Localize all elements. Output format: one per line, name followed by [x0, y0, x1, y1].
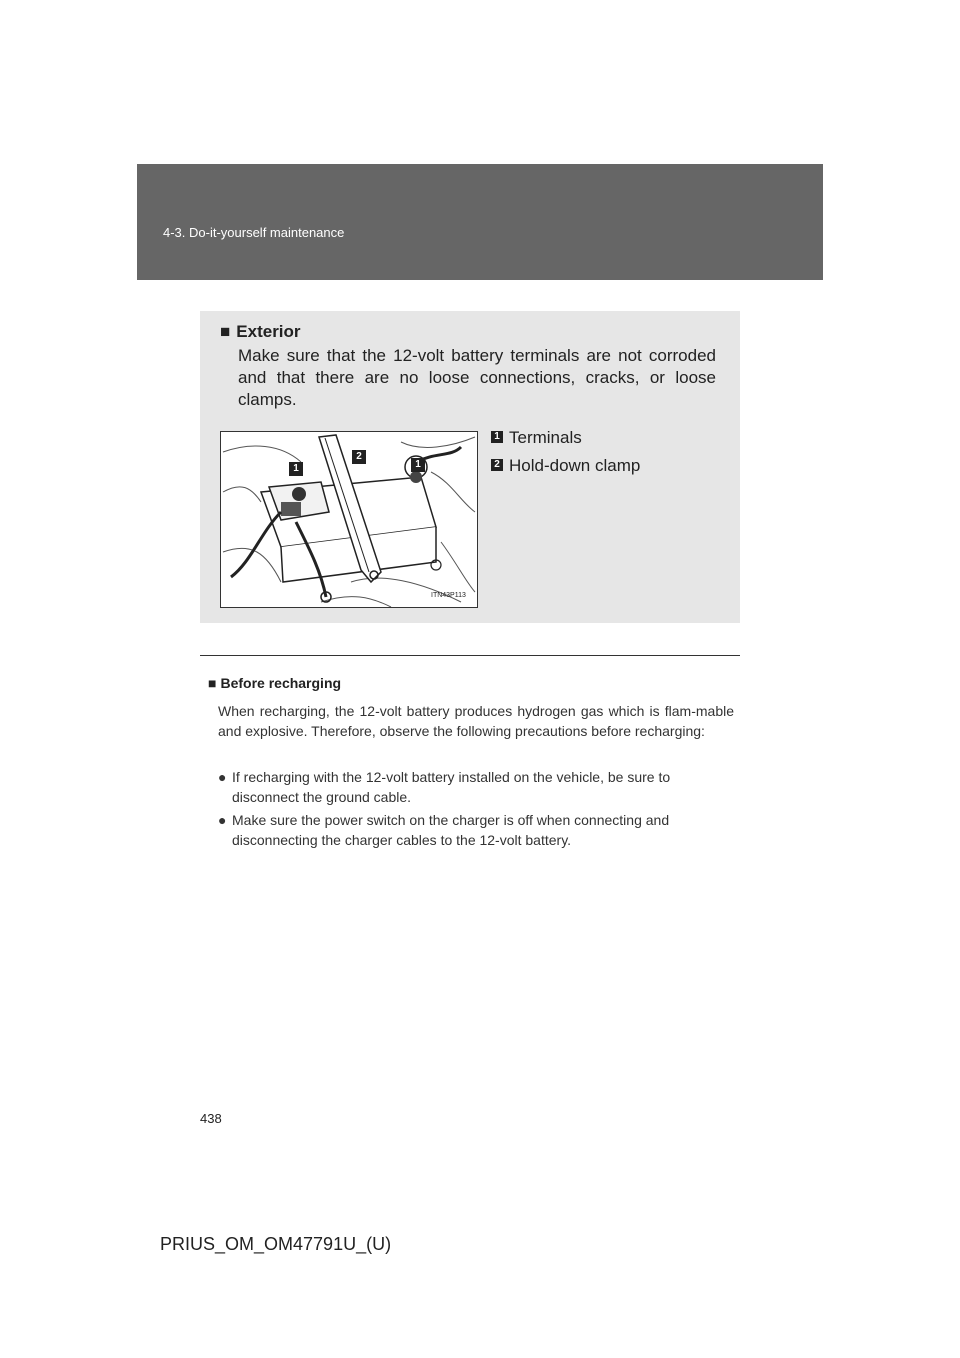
round-bullet-icon: ●	[218, 769, 227, 785]
figure-legend	[491, 427, 640, 483]
note-body: When recharging, the 12-volt battery produces hydrogen gas which is flam-mable and explosive. Therefore, observe the following precautions before recharging:	[218, 703, 734, 739]
battery-illustration	[220, 431, 478, 608]
section-divider	[200, 655, 740, 656]
battery-drawing	[221, 432, 477, 607]
note-item	[218, 767, 734, 807]
exterior-heading	[220, 322, 301, 342]
legend-item-hold-down-clamp	[491, 455, 640, 483]
note-heading-text: Before recharging	[220, 675, 342, 691]
number-badge-icon: 1	[491, 431, 503, 443]
callout-terminal-right: 1	[411, 458, 425, 472]
legend-label: Terminals	[509, 428, 582, 447]
square-bullet-icon: ■	[208, 675, 217, 691]
exterior-heading-text: Exterior	[236, 322, 301, 341]
callout-clamp: 2	[352, 450, 366, 464]
legend-item-terminals	[491, 427, 640, 455]
callout-terminal-left: 1	[289, 462, 303, 476]
section-title: 4-3. Do-it-yourself maintenance	[163, 225, 345, 240]
page-header	[137, 164, 823, 280]
exterior-panel	[200, 311, 740, 623]
legend-label: Hold-down clamp	[509, 456, 641, 475]
exterior-body: Make sure that the 12-volt battery terminals are not corroded and that there are no loose connections, cracks, or loose clamps.	[238, 346, 716, 409]
document-code: PRIUS_OM_OM47791U_(U)	[160, 1234, 392, 1254]
number-badge-icon: 2	[491, 459, 503, 471]
note-heading	[208, 675, 341, 691]
note-item-text: If recharging with the 12-volt battery installed on the vehicle, be sure to disconnect the ground cable.	[232, 769, 671, 805]
figure-id: ITN43P113	[431, 592, 466, 599]
note-item	[218, 810, 734, 850]
square-bullet-icon: ■	[220, 322, 231, 341]
note-item-text: Make sure the power switch on the charger is off when connecting and disconnecting the charger cables to the 12-volt battery.	[232, 812, 670, 848]
page-number: 438	[200, 1111, 222, 1126]
round-bullet-icon: ●	[218, 812, 227, 828]
